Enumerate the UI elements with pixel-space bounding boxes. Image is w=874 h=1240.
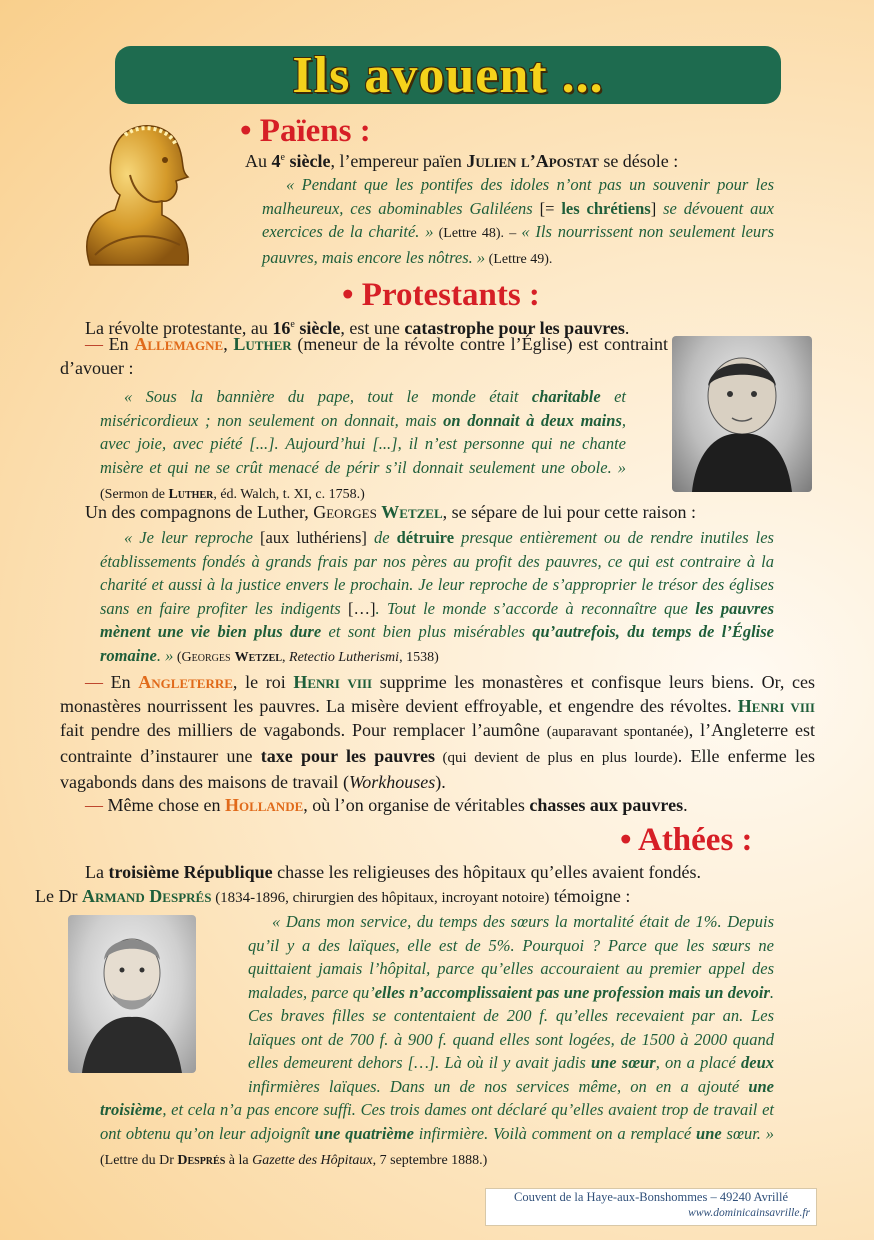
ang4-it: Workhouses xyxy=(348,772,436,792)
wetzel-ref-first: Georges xyxy=(181,649,231,665)
ang3-small: (qui devient de plus en plus lourde) xyxy=(434,750,678,766)
luther-q3: , avec joie, avec piété [...]. Aujourd’hui [...], il n’est personne qui ne chante misère et qui ne se crût menacé de périr s’il donnait seulement une obole. » xyxy=(100,410,626,477)
prot-intro-sup: e xyxy=(290,319,295,330)
footer-box xyxy=(485,1188,817,1226)
luther-quote xyxy=(100,385,626,507)
wetzel-q1-bold: détruire xyxy=(396,528,455,547)
despres-q6: infirmière. Voilà comment on a remplacé xyxy=(413,1123,697,1143)
julien-q1: « Pendant que les pontifes des idoles n’ont pas un souvenir pour les malheureux, ces abominables Galiléens xyxy=(262,175,774,218)
despres-float-spacer xyxy=(100,910,248,1075)
page-title: Ils avouent ... xyxy=(292,46,604,104)
prot-intro-num: 16 xyxy=(272,318,291,338)
luther-post: (meneur de la révolte contre l’Église) est contraint d’avouer : xyxy=(60,334,668,378)
luther-ref-name: Luther xyxy=(168,487,214,502)
prot-intro-end: . xyxy=(624,318,630,338)
despres-q1-bold: elles n’accomplissaient pas une profession mais un devoir xyxy=(374,982,770,1002)
prot-intro-mid: , est une xyxy=(340,318,405,338)
footer-url[interactable]: www.dominicainsavrille.fr xyxy=(688,1207,810,1219)
ath-p2-post: témoigne : xyxy=(549,886,631,906)
hol-mid: , où l’on organise de véritables xyxy=(303,795,530,815)
ang2: fait pendre des milliers de vagabonds. Pour remplacer l’aumône xyxy=(60,720,547,740)
wetzel-bracket2: […] xyxy=(348,598,376,618)
heading-protestants: • Protestants : xyxy=(342,277,540,313)
luther-portrait-drawing xyxy=(672,336,812,492)
ath-p2-small: (1834-1896, chirurgien des hôpitaux, incroyant notoire) xyxy=(211,890,550,906)
despres-q2-bold: une sœur xyxy=(590,1053,656,1072)
wetzel-quote xyxy=(100,526,774,669)
luther-portrait xyxy=(672,336,812,492)
henri-viii: Henri viii xyxy=(293,672,373,692)
luther-ref-post: , éd. Walch, t. XI, c. 1758.) xyxy=(213,487,365,502)
luther-q1: « Sous la bannière du pape, tout le monde était xyxy=(124,387,532,406)
wetzel-last: Wetzel xyxy=(381,502,443,522)
despres-ref-mid: à la xyxy=(225,1153,253,1168)
julien-bracket-word: les chrétiens xyxy=(561,198,651,218)
paiens-intro-num: 4 xyxy=(271,151,281,171)
wetzel-ref-title: Retectio Lutherismi xyxy=(289,649,400,665)
ang4-end: ). xyxy=(435,772,446,792)
ang4: . Elle enferme les vagabonds dans des maisons de travail ( xyxy=(60,746,815,792)
julien-quote xyxy=(262,173,774,271)
wetzel-pre: Un des compagnons de Luther, xyxy=(85,502,314,522)
despres-ref-it: Gazette des Hôpitaux xyxy=(252,1153,373,1168)
ang3-bold: taxe pour les pauvres xyxy=(260,746,435,766)
despres-q6-bold: une xyxy=(696,1123,722,1143)
wetzel-post: , se sépare de lui pour cette raison : xyxy=(442,502,697,522)
wetzel-q3: . Tout le monde s’accorde à reconnaître que xyxy=(375,598,696,618)
wetzel-intro xyxy=(85,500,805,524)
ath-p1-bold: troisième République xyxy=(108,862,273,882)
ang2-small: (auparavant spontanée) xyxy=(546,724,689,740)
wetzel-ref-pre: ( xyxy=(173,649,182,665)
despres-q3: , on a placé xyxy=(655,1053,741,1072)
luther-comma: , xyxy=(223,334,234,354)
paiens-intro xyxy=(245,146,785,173)
angleterre: Angleterre xyxy=(138,672,233,692)
despres-q5: , et cela n’a pas encore suffi. Ces trois dames ont déclaré qu’elles avaient trop de travail et ont obtenu qu’on leur adjoignît xyxy=(100,1100,774,1143)
emperor-coin-image xyxy=(70,115,195,270)
despres-q4-bold: une troisième xyxy=(100,1076,774,1119)
hol-dash: — xyxy=(85,795,103,815)
luther-ref-pre: (Sermon de xyxy=(100,487,169,502)
hollande-paragraph xyxy=(60,793,815,817)
paiens-intro-mid: , l’empereur païen xyxy=(330,151,467,171)
prot-intro-word: siècle xyxy=(294,318,341,338)
despres-name: Armand Després xyxy=(81,886,212,906)
prot-intro-pre: La révolte protestante, au xyxy=(85,318,273,338)
hol-pre: Même chose en xyxy=(103,795,225,815)
ath-p1-pre: La xyxy=(85,862,109,882)
despres-q4: infirmières laïques. Dans un de nos services même, on en a ajouté xyxy=(248,1076,749,1096)
wetzel-bracket: [aux luthériens] xyxy=(260,528,367,547)
henri-viii-2: Henri viii xyxy=(737,696,815,716)
paiens-intro-word: siècle xyxy=(284,151,331,171)
wetzel-q1: « Je leur reproche xyxy=(124,528,260,547)
julien-q2: se dévouent aux exercices de la charité. » xyxy=(262,198,774,241)
allemagne: Allemagne xyxy=(134,334,224,354)
luther-name: Luther xyxy=(233,334,292,354)
julien-bracket-open: [= xyxy=(539,198,562,218)
ath-p2-pre: Le Dr xyxy=(35,886,82,906)
despres-q1: « Dans mon service, du temps des sœurs la mortalité était de 1%. Depuis qu’il y a des laïques, elle est de 5%. Pourquoi ? Parce que les sœurs ne quittaient jamais l’hôpital, parce qu’elles accouraient au premier appel des malades, parce qu’ xyxy=(248,912,774,1002)
heading-paiens: • Païens : xyxy=(240,113,371,149)
wetzel-q1b: de xyxy=(366,528,397,547)
wetzel-q4: et sont bien plus misérables xyxy=(321,622,533,641)
hol-end: . xyxy=(683,795,688,815)
wetzel-q5: . » xyxy=(156,645,174,665)
wetzel-first: Georges xyxy=(313,502,377,522)
despres-q5-bold: une quatrième xyxy=(314,1123,414,1143)
paiens-intro-sup: e xyxy=(280,152,285,163)
despres-q3-bold: deux xyxy=(741,1053,774,1072)
despres-ref-pre: (Lettre du Dr xyxy=(100,1153,178,1168)
julien-ref1: (Lettre 48). – xyxy=(433,226,522,241)
julien-ref2: (Lettre 49). xyxy=(485,251,553,267)
luther-pre: En xyxy=(103,334,135,354)
wetzel-q3-bold: les pauvres mènent une vie bien plus dure xyxy=(100,598,775,641)
ang-mid: , le roi xyxy=(232,672,294,692)
angleterre-paragraph xyxy=(60,670,815,794)
title-banner xyxy=(115,46,781,104)
paiens-intro-post: se désole : xyxy=(598,151,679,171)
luther-q2: et miséricordieux ; non seulement on donnait, mais xyxy=(100,387,626,430)
ath-p1-post: chasse les religieuses des hôpitaux qu’elles avaient fondés. xyxy=(272,862,702,882)
luther-intro xyxy=(60,332,668,380)
footer-address: Couvent de la Haye-aux-Bonshommes – 49240 Avrillé xyxy=(513,1190,789,1204)
wetzel-ref-last: Wetzel xyxy=(234,649,283,665)
ang-pre: En xyxy=(103,672,139,692)
wetzel-q4-bold: qu’autrefois, du temps de l’Église romaine xyxy=(100,622,775,665)
prot-intro-bold: catastrophe pour les pauvres xyxy=(404,318,625,338)
athees-intro xyxy=(35,860,815,910)
paiens-intro-pre: Au xyxy=(245,151,272,171)
luther-q1-bold: charitable xyxy=(531,387,601,406)
julien-bracket-close: ] xyxy=(650,198,657,218)
despres-ref-post: , 7 septembre 1888.) xyxy=(372,1153,488,1168)
wetzel-q2: presque entièrement ou de rendre inutiles les établissements fondés à grands frais par nos pères au profit des pauvres, ce qui est contraire à la charité et aussi à la justice envers le prochain. Je leur reproche de s’approprier le trésor des églises sans en faire profiter les indigents xyxy=(100,528,774,618)
ang-post: supprime les monastères et confisque leurs biens. Or, ces monastères nourrissent les pauvres. La misère devient effroyable, et engendre des révoltes. xyxy=(60,672,815,716)
despres-ref-name: Després xyxy=(177,1153,226,1168)
julien-name: Julien l’Apostat xyxy=(466,151,599,171)
julien-q3: « Ils nourrissent non seulement leurs pauvres, mais encore les nôtres. » xyxy=(262,222,774,267)
ang-dash: — xyxy=(85,672,103,692)
hol-bold: chasses aux pauvres xyxy=(529,795,684,815)
hollande: Hollande xyxy=(224,795,304,815)
luther-q2-bold: on donnait à deux mains xyxy=(443,410,622,430)
luther-dash: — xyxy=(85,334,103,354)
heading-athees: • Athées : xyxy=(620,822,753,858)
despres-q7: sœur. » xyxy=(721,1123,774,1143)
despres-q2: . Ces braves filles se contentaient de 200 f. qu’elles recevaient par an. Les laïques ont de 700 f. à 900 f. quand elles sont logées, de 1500 à 2000 quand elles demeurent dehors […]. Là où il y avait jadis xyxy=(248,982,774,1072)
despres-quote xyxy=(100,910,774,1173)
wetzel-ref-post: , 1538) xyxy=(399,649,439,665)
wetzel-ref-mid: , xyxy=(282,649,290,665)
ang3: , l’Angleterre est contrainte d’instaurer une xyxy=(60,720,815,766)
